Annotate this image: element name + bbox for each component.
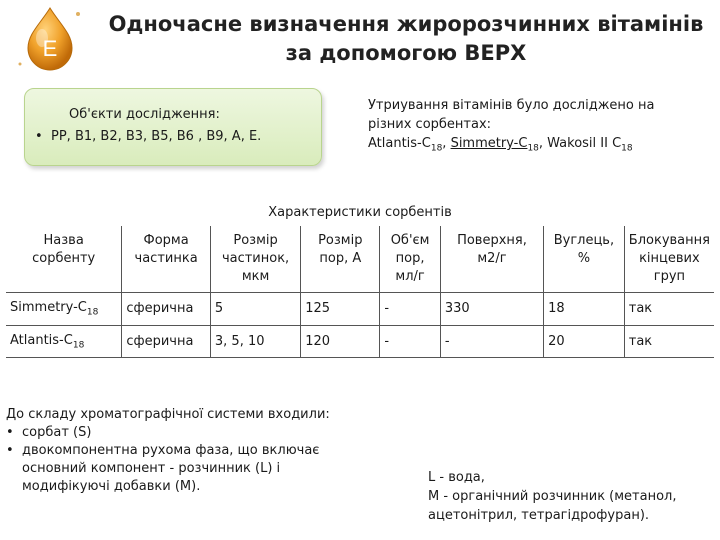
cell-carbon: 20 (544, 325, 625, 358)
header-carbon: Вуглець, % (544, 226, 625, 293)
table-header-row (6, 226, 714, 293)
sorbents-info (368, 96, 708, 159)
research-objects-box (24, 88, 322, 166)
sorbent-wakosil: , Wakosil II C (538, 136, 622, 151)
sorbent-atlantis-sub: 18 (430, 143, 443, 154)
header-surface: Поверхня, м2/г (440, 226, 543, 293)
list-item (6, 424, 366, 442)
research-objects-list (35, 129, 261, 144)
separator: , (442, 136, 451, 151)
bullet-icon: • (35, 129, 43, 144)
header-pore-size: Розмір пор, А (301, 226, 380, 293)
cell-surface: 330 (440, 293, 543, 326)
cell-pore-volume: - (380, 293, 441, 326)
legend-l: L - вода, (428, 470, 485, 485)
table-row (6, 325, 714, 358)
cell-endcapping: так (628, 301, 653, 317)
cell-sorbent-name (6, 325, 122, 358)
vitamin-e-logo-icon (14, 4, 86, 76)
cell-particle-size: 3, 5, 10 (210, 325, 300, 358)
table-row (6, 293, 714, 326)
sorbents-info-line-1: Утриування вітамінів було досліджено на (368, 98, 655, 113)
research-objects-heading: Об'єкти дослідження: (69, 107, 220, 122)
cell-pore-size: 120 (301, 325, 380, 358)
header-shape: Форма частинка (122, 226, 211, 293)
page-title (100, 10, 712, 68)
sorbent-simmetry-sub: 18 (527, 143, 539, 154)
vitamins-list: PP, B1, B2, B3, B5, B6 , B9, A, E. (51, 129, 262, 144)
header-name: Назва сорбенту (6, 226, 122, 293)
bullet-icon: • (6, 425, 14, 440)
title-line-1: Одночасне визначення жиророзчинних вітамінів (108, 12, 704, 36)
system-intro: До складу хроматографічної системи входили: (6, 407, 330, 422)
cell-shape: сферична (122, 325, 211, 358)
header-pore-volume: Об'єм пор, мл/г (380, 226, 441, 293)
cell-pore-size: 125 (301, 293, 380, 326)
sorbent-wakosil-sub: 18 (621, 143, 633, 154)
cell-endcapping: так (628, 333, 653, 349)
sorbents-info-line-2: різних сорбентах: (368, 117, 492, 132)
system-item-sorbate: сорбат (S) (22, 425, 92, 440)
cell-particle-size: 5 (210, 293, 300, 326)
sorbent-atlantis: Atlantis-C (368, 136, 431, 151)
sorbent-simmetry: Simmetry-C (450, 136, 528, 151)
sorbent-name: Simmetry-C (10, 300, 87, 315)
chromatographic-system (6, 406, 366, 496)
cell-sorbent-name (6, 293, 122, 326)
cell-surface: - (440, 325, 543, 358)
sorbent-name-sub: 18 (72, 340, 85, 351)
header-endcapping: Блокування кінцевих груп (628, 233, 710, 284)
list-item (6, 442, 366, 496)
legend-m: M - органічний розчинник (метанол, ацетонітрил, тетрагідрофуран). (428, 489, 677, 523)
cell-shape: сферична (122, 293, 211, 326)
sorbent-name: Atlantis-C (10, 332, 73, 348)
cell-carbon: 18 (544, 293, 625, 326)
table-caption: Характеристики сорбентів (268, 205, 452, 220)
logo-letter: E (42, 36, 58, 61)
components-legend (428, 468, 718, 525)
title-line-2: за допомогою ВЕРХ (285, 41, 527, 65)
sorbents-table (6, 226, 714, 358)
sorbent-name-sub: 18 (86, 307, 99, 318)
cell-pore-volume: - (380, 325, 441, 358)
header-particle-size: Розмір частинок, мкм (210, 226, 300, 293)
bullet-icon: • (6, 443, 14, 458)
sorbents-list (368, 134, 708, 159)
system-item-mobile-phase: двокомпонентна рухома фаза, що включає основний компонент - розчинник (L) і модифікуючі добавки (M). (22, 443, 320, 494)
